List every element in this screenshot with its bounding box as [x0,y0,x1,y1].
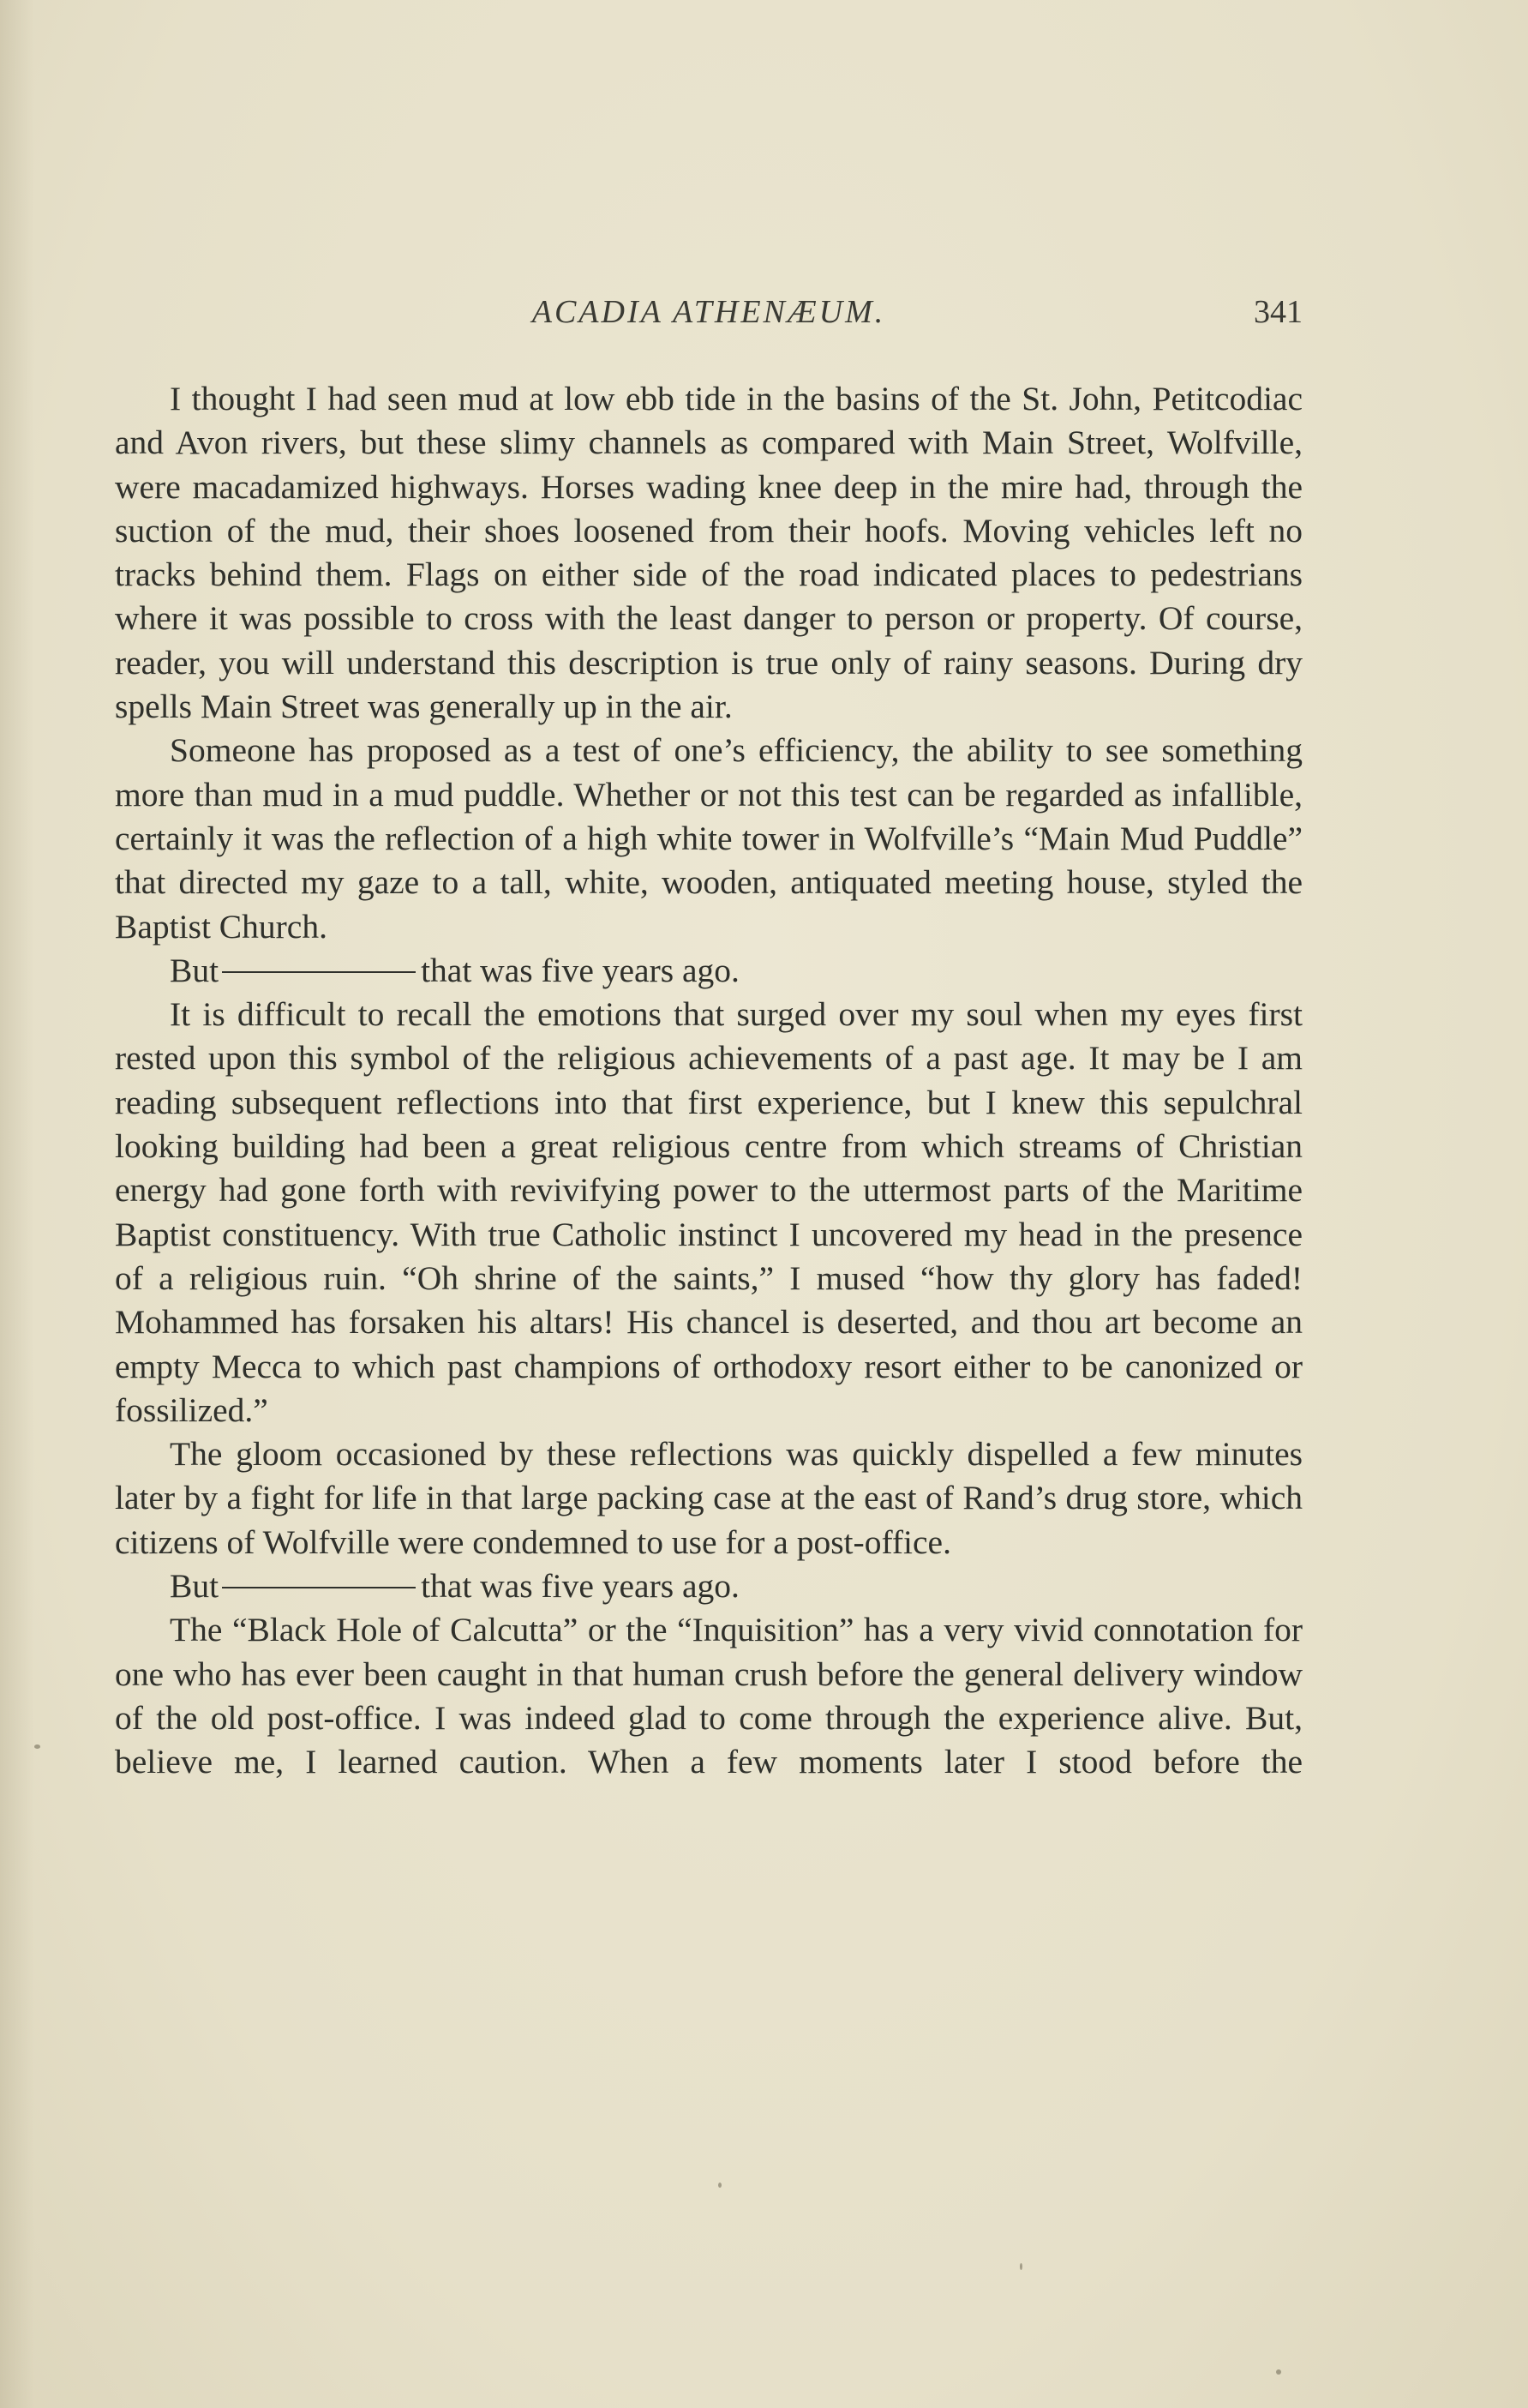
refrain-text: that was five years ago. [421,1567,740,1606]
em-dash-rule [222,971,416,973]
refrain-text: that was five years ago. [421,951,740,989]
body-text [115,377,1303,1785]
paragraph-religious-ruin: It is difficult to recall the emotions that surged over my soul when my eyes first rested upon this symbol of the religious achievements of a past age. It may be I am reading subsequent reflections into that first experience, but I knew this sepulchral looking building had been a great religious centre from which streams of Christian energy had gone forth with revivifying power to the uttermost parts of the Maritime Baptist constituency. With true Catholic instinct I uncovered my head in the presence of a religious ruin. “Oh shrine of the saints,” I mused “how thy glory has faded! Mohammed has forsaken his altars! His chancel is deserted, and thou art become an empty Mecca to which past champions of orthodoxy resort either to be canonized or fossilized.” [115,995,1303,1429]
paper-speck [1276,2369,1281,2375]
refrain-line-2 [115,1564,1303,1608]
page-number: 341 [1254,294,1303,330]
paragraph-main-street-mud: I thought I had seen mud at low ebb tide in the basins of the St. John, Petitcodiac and Avon rivers, but these slimy channels as compared with Main Street, Wolfville, were macadamized highways. Horses wading knee deep in the mire had, through the suction of the mud, their shoes loosened from their hoofs. Moving vehicles left no tracks behind them. Flags on either side of the road indicated places to pedestrians where it was possible to cross with the least danger to person or property. Of course, reader, you will understand this description is true only of rainy seasons. During dry spells Main Street was generally up in the air. [115,380,1303,726]
refrain-line-1 [115,949,1303,993]
em-dash-rule [222,1587,416,1588]
paper-speck [1020,2263,1022,2270]
paper-speck [34,1744,40,1749]
paragraph-post-office-fight: The gloom occasioned by these reflections was quickly dispelled a few minutes later by a fight for life in that large packing case at the east of Rand’s drug store, which citizens of Wolfville were condemned to use for a post-office. [115,1435,1303,1561]
page-header [115,290,1303,341]
paragraph-mud-puddle-test: Someone has proposed as a test of one’s efficiency, the ability to see something more than mud in a mud puddle. Whether or not this test can be regarded as infallible, certainly it was the reflection of a high white tower in Wolfville’s “Main Mud Puddle” that directed my gaze to a tall, white, wooden, antiquated meeting house, styled the Baptist Church. [115,731,1303,946]
running-title: ACADIA ATHENÆUM. [531,294,886,330]
refrain-word: But [170,951,219,989]
refrain-word: But [170,1567,219,1606]
paper-speck [718,2183,722,2188]
paragraph-black-hole: The “Black Hole of Calcutta” or the “Inquisition” has a very vivid connotation for one who has ever been caught in that human crush before the general delivery window of the old post-office. I was indeed glad to come through the experience alive. But, believe me, I learned caution. When a few moments later I stood before the [115,1611,1303,1781]
